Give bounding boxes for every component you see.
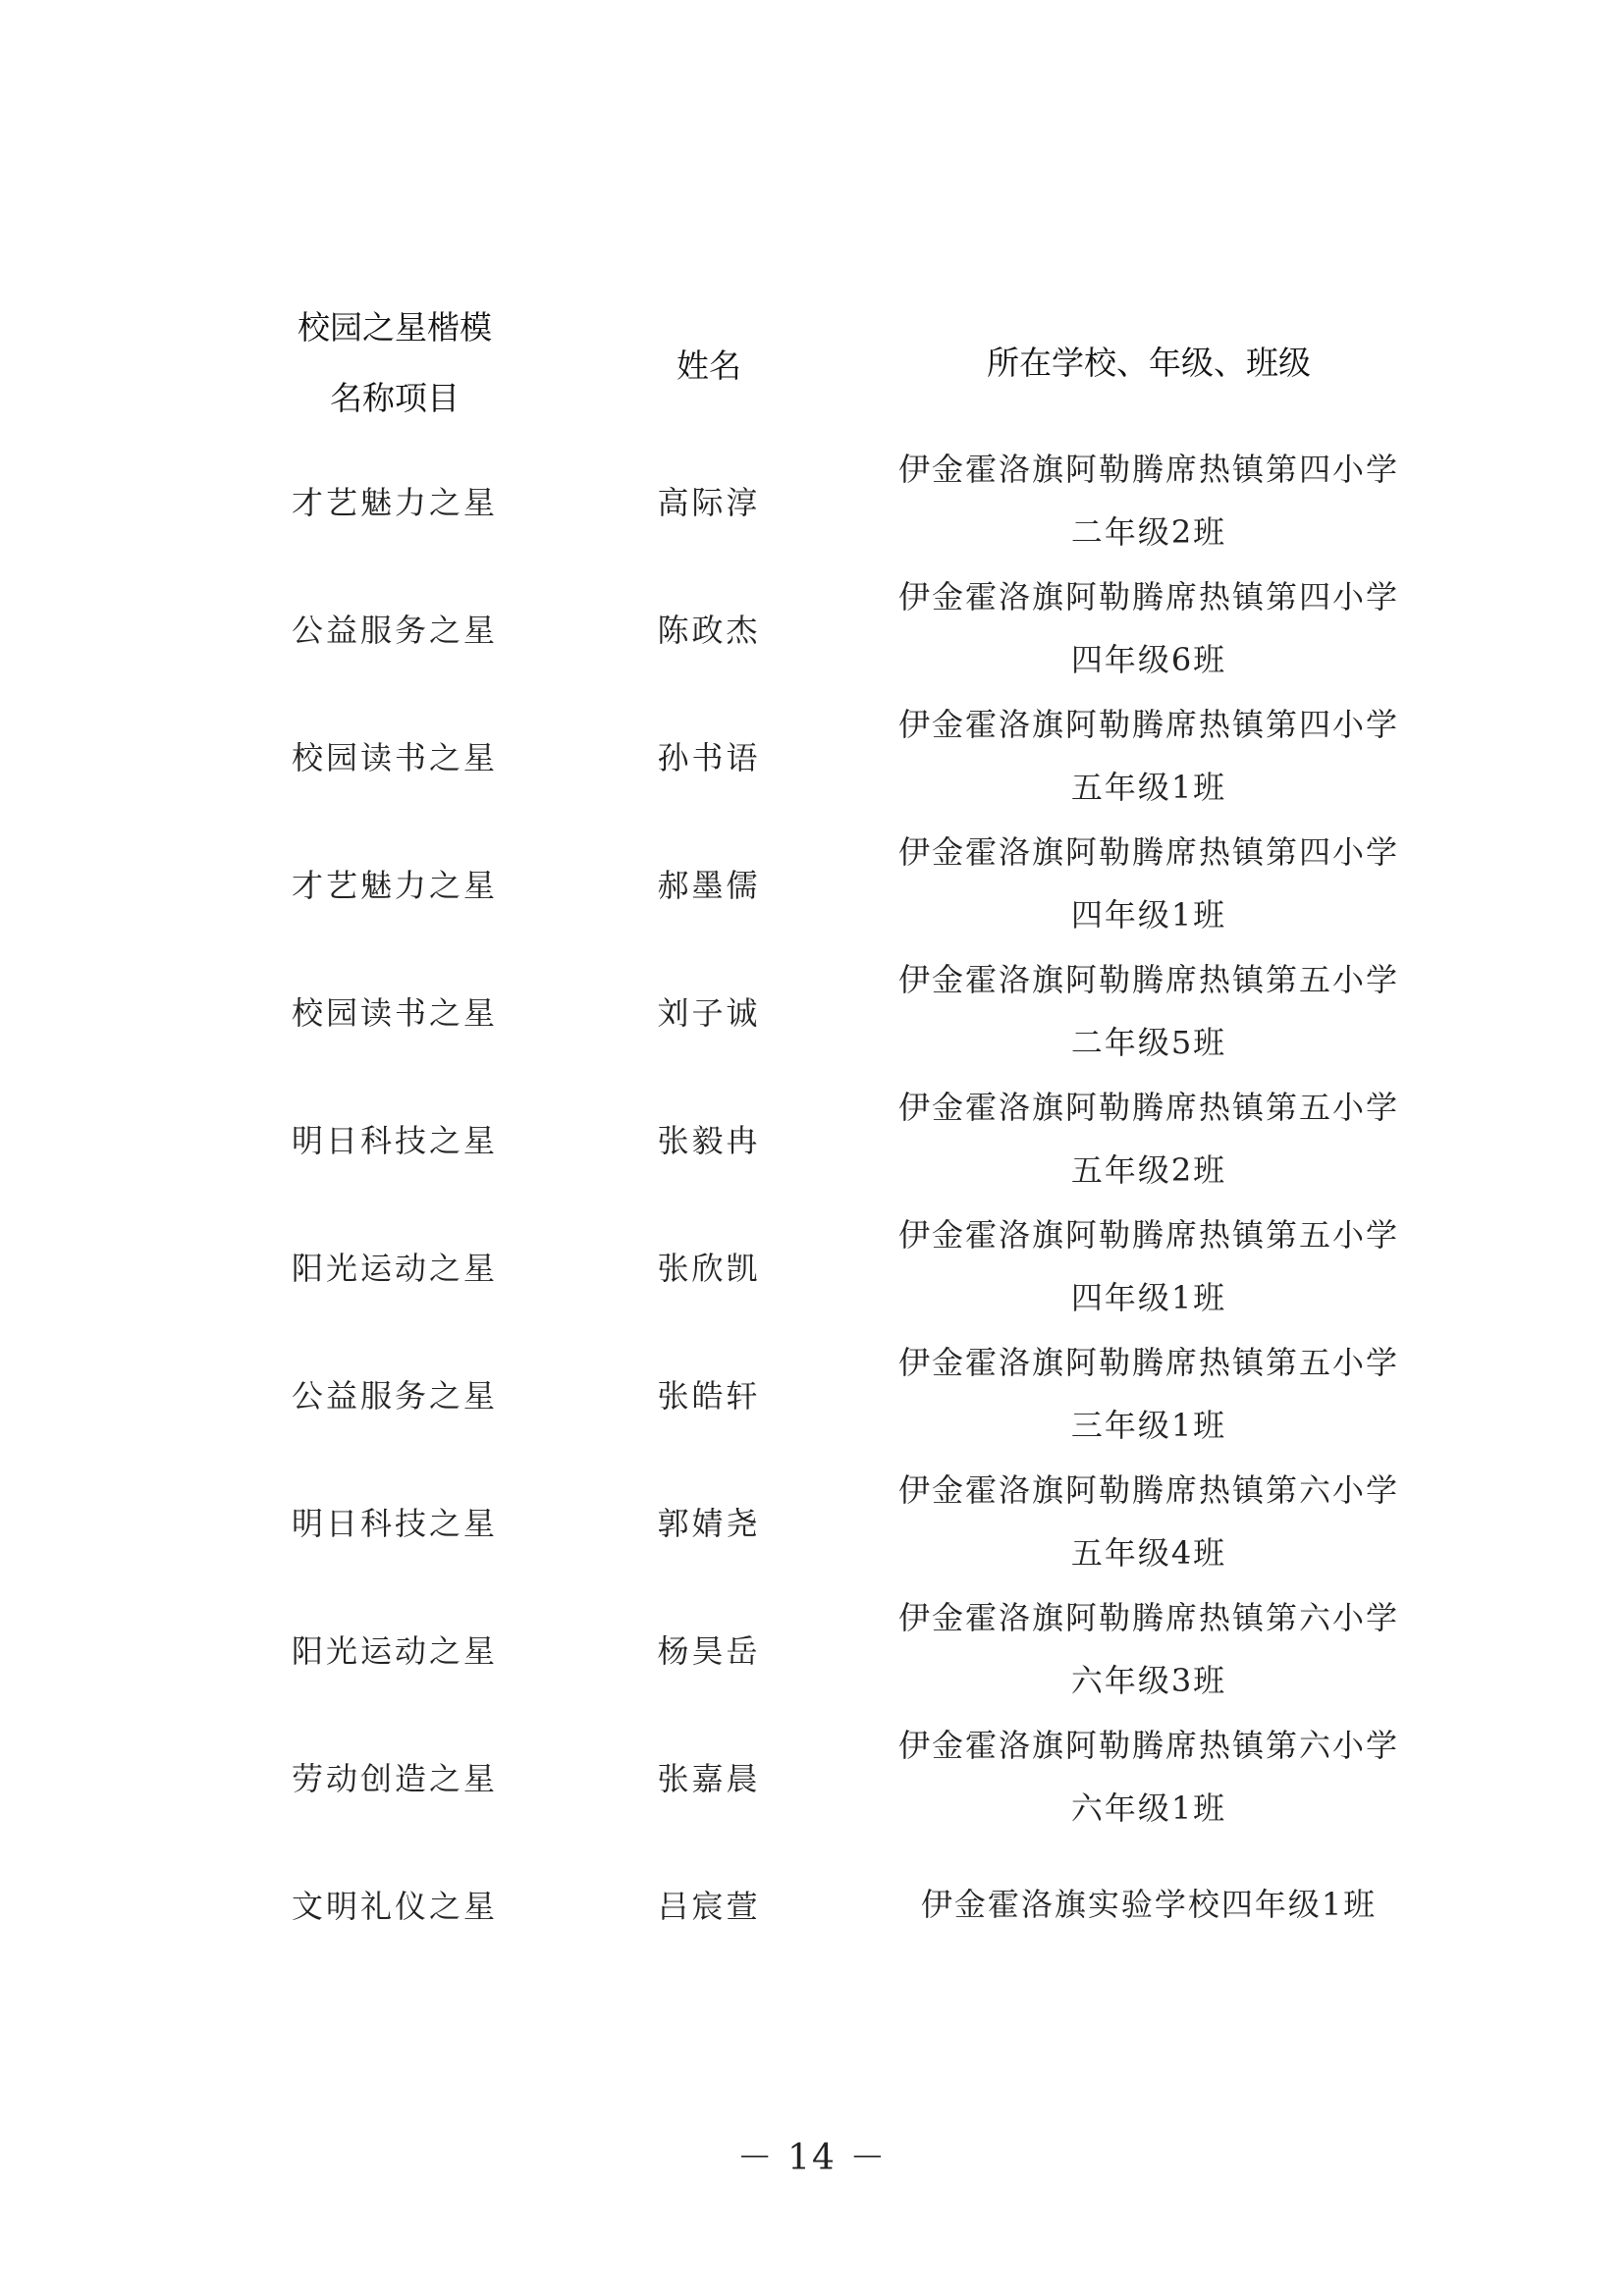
class-line: 六年级3班 <box>1070 1662 1227 1699</box>
table-row <box>245 692 1424 820</box>
award-category: 公益服务之星 <box>291 1377 498 1415</box>
header-category <box>245 293 544 434</box>
award-category: 阳光运动之星 <box>291 1632 498 1670</box>
header-category-line1: 校园之星楷模 <box>298 308 492 347</box>
school-class <box>874 1203 1424 1329</box>
school-class <box>874 821 1424 946</box>
table-row <box>245 1202 1424 1330</box>
award-table <box>245 290 1424 1968</box>
student-name: 张毅冉 <box>657 1122 761 1159</box>
award-category: 校园读书之星 <box>291 739 498 776</box>
class-line: 六年级1班 <box>1070 1789 1227 1827</box>
table-row <box>245 820 1424 947</box>
school-class <box>874 1873 1424 1936</box>
school-line: 伊金霍洛旗阿勒腾席热镇第四小学 <box>897 706 1399 743</box>
award-category: 校园读书之星 <box>291 994 498 1032</box>
school-line: 伊金霍洛旗阿勒腾席热镇第四小学 <box>897 451 1399 488</box>
school-line: 伊金霍洛旗实验学校四年级1班 <box>920 1886 1378 1923</box>
class-line: 三年级1班 <box>1070 1407 1227 1444</box>
table-header <box>245 290 1424 437</box>
award-category: 明日科技之星 <box>291 1505 498 1542</box>
student-name: 郭婧尧 <box>657 1505 761 1542</box>
student-name: 张皓轩 <box>657 1377 761 1415</box>
class-line: 二年级2班 <box>1070 513 1227 551</box>
table-row <box>245 1585 1424 1713</box>
award-category: 文明礼仪之星 <box>291 1888 498 1925</box>
student-name: 张嘉晨 <box>657 1760 761 1797</box>
table-row <box>245 1458 1424 1585</box>
student-name: 陈政杰 <box>657 612 761 649</box>
student-name: 杨昊岳 <box>657 1632 761 1670</box>
class-line: 二年级5班 <box>1070 1024 1227 1061</box>
award-category: 劳动创造之星 <box>291 1760 498 1797</box>
table-row <box>245 1330 1424 1458</box>
student-name: 郝墨儒 <box>657 867 761 904</box>
school-line: 伊金霍洛旗阿勒腾席热镇第六小学 <box>897 1471 1399 1509</box>
table-row <box>245 1841 1424 1968</box>
school-line: 伊金霍洛旗阿勒腾席热镇第四小学 <box>897 833 1399 871</box>
table-row <box>245 1075 1424 1202</box>
school-line: 伊金霍洛旗阿勒腾席热镇第四小学 <box>897 578 1399 615</box>
school-class <box>874 948 1424 1074</box>
student-name: 刘子诚 <box>657 994 761 1032</box>
school-class <box>874 1331 1424 1457</box>
class-line: 五年级2班 <box>1070 1151 1227 1189</box>
class-line: 五年级1班 <box>1070 769 1227 806</box>
school-line: 伊金霍洛旗阿勒腾席热镇第五小学 <box>897 1344 1399 1381</box>
class-line: 四年级6班 <box>1070 641 1227 678</box>
award-category: 才艺魅力之星 <box>291 867 498 904</box>
student-name: 张欣凯 <box>657 1250 761 1287</box>
school-line: 伊金霍洛旗阿勒腾席热镇第五小学 <box>897 1089 1399 1126</box>
class-line: 四年级1班 <box>1070 896 1227 934</box>
award-category: 阳光运动之星 <box>291 1250 498 1287</box>
table-row <box>245 947 1424 1075</box>
school-line: 伊金霍洛旗阿勒腾席热镇第五小学 <box>897 961 1399 998</box>
class-line: 四年级1班 <box>1070 1279 1227 1316</box>
class-line: 五年级4班 <box>1070 1534 1227 1572</box>
table-row <box>245 1713 1424 1841</box>
student-name: 吕宸萱 <box>657 1888 761 1925</box>
award-category: 才艺魅力之星 <box>291 484 498 521</box>
school-line: 伊金霍洛旗阿勒腾席热镇第六小学 <box>897 1599 1399 1636</box>
school-class <box>874 1459 1424 1584</box>
award-category: 公益服务之星 <box>291 612 498 649</box>
table-row <box>245 564 1424 692</box>
school-class <box>874 438 1424 563</box>
header-name: 姓名 <box>677 346 741 385</box>
table-row <box>245 437 1424 564</box>
award-category: 明日科技之星 <box>291 1122 498 1159</box>
school-line: 伊金霍洛旗阿勒腾席热镇第六小学 <box>897 1727 1399 1764</box>
school-class <box>874 1586 1424 1712</box>
school-class <box>874 1076 1424 1201</box>
school-line: 伊金霍洛旗阿勒腾席热镇第五小学 <box>897 1216 1399 1254</box>
header-category-line2: 名称项目 <box>330 379 460 417</box>
page-number: － 14 － <box>736 2138 888 2178</box>
school-class <box>874 565 1424 691</box>
school-class <box>874 693 1424 819</box>
student-name: 孙书语 <box>657 739 761 776</box>
header-school: 所在学校、年级、班级 <box>987 344 1311 382</box>
student-name: 高际淳 <box>657 484 761 521</box>
school-class <box>874 1714 1424 1840</box>
